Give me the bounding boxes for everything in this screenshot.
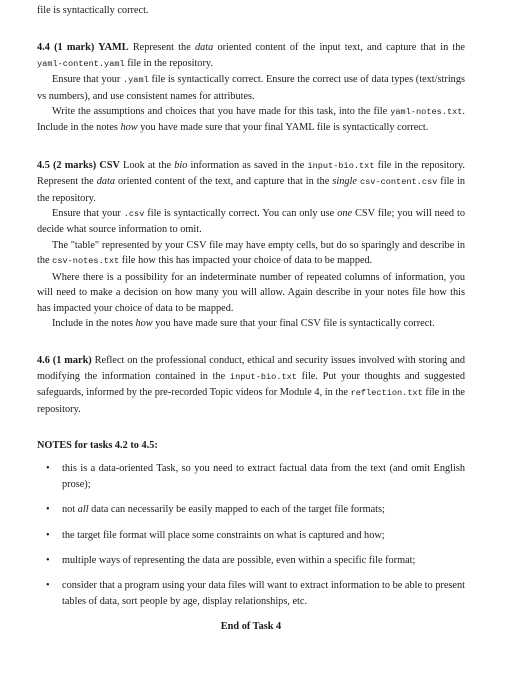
paragraph: Write the assumptions and choices that you have made for this task, into the file yaml-notes.txt. Include in the notes how you have made sure that your final YAML file is syntactically correct.: [37, 106, 465, 134]
paragraph: 4.6 (1 mark) Reflect on the professional conduct, ethical and security issues involved with storing and modifying the information contained in the input-bio.txt file. Put your thoughts and suggested safeguards, informed by the pre-recorded Topic videos for Module 4, in the reflection.txt file in the repository.: [37, 355, 465, 415]
bullet-icon: •: [46, 463, 50, 475]
section-4-5: [37, 158, 465, 331]
paragraph: Where there is a possibility for an indeterminate number of repeated columns of information, you will need to make a decision on how many you will allow. Again describe in your notes file how this has impacted your choice of data to be mapped.: [37, 271, 465, 314]
bullet-icon: •: [46, 554, 50, 566]
filename: csv-content.csv: [359, 177, 438, 188]
filename: yaml-notes.txt: [390, 107, 463, 118]
section-heading: 4.4 (1 mark) YAML: [37, 42, 129, 54]
list-item: • not all data can necessarily be easily mapped to each of the target file formats;: [37, 502, 465, 517]
paragraph: Ensure that your .csv file is syntactically correct. You can only use one CSV file; you will need to decide what source information to omit.: [37, 208, 465, 236]
section-4-4: [37, 40, 465, 135]
paragraph: 4.4 (1 mark) YAML Represent the data oriented content of the input text, and capture that in the yaml-content.yaml file in the repository.: [37, 42, 465, 69]
filename: .csv: [123, 209, 145, 220]
bullet-icon: •: [46, 580, 50, 592]
list-item: • multiple ways of representing the data are possible, even within a specific file format;: [37, 553, 465, 568]
list-item: • this is a data-oriented Task, so you need to extract factual data from the text (and omit English prose);: [46, 463, 465, 490]
section-4-6: [37, 353, 465, 417]
section-heading: 4.6 (1 mark): [37, 355, 92, 367]
filename: yaml-content.yaml: [37, 58, 125, 69]
paragraph: The "table" represented by your CSV file may have empty cells, but do so sparingly and describe in the csv-notes.txt file how this has impacted your choice of data to be mapped.: [37, 239, 465, 267]
continuation-line: file is syntactically correct.: [37, 5, 149, 16]
notes-heading: NOTES for tasks 4.2 to 4.5:: [37, 439, 158, 451]
filename: .yaml: [122, 75, 149, 86]
list-item: • the target file format will place some constraints on what is captured and how;: [37, 528, 465, 543]
filename: input-bio.txt: [229, 371, 297, 382]
list-item: • consider that a program using your data files will want to extract information to be able to present tables of data, sort people by age, display relationships, etc.: [46, 580, 465, 607]
end-of-task-label: End of Task 4: [220, 621, 282, 633]
paragraph: Include in the notes how you have made sure that your final CSV file is syntactically correct.: [52, 317, 435, 329]
filename: csv-notes.txt: [52, 256, 120, 267]
bullet-icon: •: [46, 529, 50, 541]
bullet-icon: •: [46, 504, 50, 516]
section-heading: 4.5 (2 marks) CSV: [37, 159, 120, 171]
notes-list: [37, 461, 465, 609]
filename: input-bio.txt: [307, 160, 375, 171]
filename: reflection.txt: [350, 388, 423, 399]
paragraph: 4.5 (2 marks) CSV Look at the bio information as saved in the input-bio.txt file in the repository. Represent the data oriented content of the text, and capture that in the single csv-content.csv file in the repository.: [37, 159, 466, 204]
paragraph: Ensure that your .yaml file is syntactically correct. Ensure the correct use of data types (text/strings vs numbers), and use consistent names for attributes.: [37, 74, 465, 102]
